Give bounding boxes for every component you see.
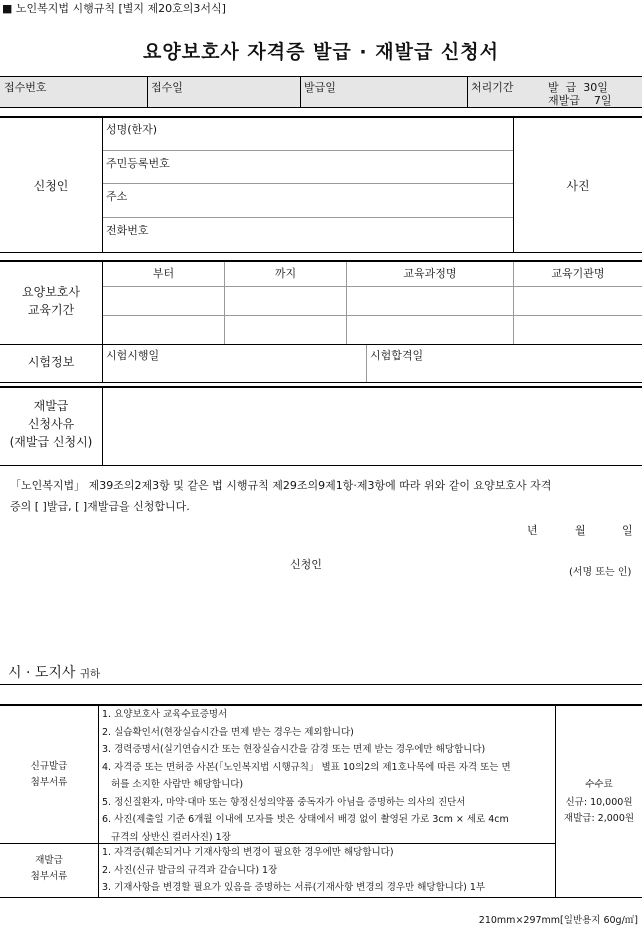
photo-box[interactable]: 사진 [566, 179, 590, 193]
issue-date-label: 발급일 [304, 81, 336, 94]
addressee: 시 · 도지사 귀하 [8, 665, 101, 681]
list-item: 2. 사진(신규 발급의 규격과 같습니다) 1장 [102, 864, 278, 876]
institution-name-header: 교육기관명 [551, 267, 605, 280]
name-field[interactable]: 성명(한자) [106, 123, 158, 136]
new-attachments-label: 신규발급 첨부서류 [30, 761, 68, 788]
date-month-label: 월 [575, 524, 586, 537]
resident-number-field[interactable]: 주민등록번호 [106, 157, 170, 170]
application-statement: 「노인복지법」 제39조의2제3항 및 같은 법 시행규칙 제29조의9제1항·제3항에 따라 위와 같이 요양보호사 자격 증의 [ ]발급, [ ]재발급을 신청합니다. [10, 479, 552, 513]
education-from-header: 부터 [152, 267, 175, 280]
receipt-date-label: 접수일 [151, 81, 183, 94]
list-item: 규격의 상반신 컬러사진) 1장 [102, 831, 231, 843]
reissue-attachments-list [102, 844, 554, 897]
education-to-cell-2[interactable] [225, 316, 346, 344]
course-name-header: 교육과정명 [403, 267, 457, 280]
exam-section-label: 시험정보 [27, 355, 75, 369]
education-from-cell-2[interactable] [103, 316, 224, 344]
reissue-attachments-label: 재발급 첨부서류 [30, 855, 68, 882]
institution-name-cell-2[interactable] [514, 316, 642, 344]
pass-date-field[interactable]: 시험합격일 [370, 349, 424, 362]
list-item: 2. 실습확인서(현장실습시간을 면제 받는 경우는 제외합니다) [102, 726, 354, 738]
phone-field[interactable]: 전화번호 [106, 224, 149, 237]
fee-title: 수수료 [585, 779, 613, 790]
list-item: 5. 정신질환자, 마약·대마 또는 향정신성의약품 중독자가 아님을 증명하는 의사의 진단서 [102, 796, 466, 808]
course-name-cell-1[interactable] [347, 287, 513, 315]
exam-date-field[interactable]: 시험시행일 [106, 349, 160, 362]
new-attachments-list [102, 706, 554, 846]
course-name-cell-2[interactable] [347, 316, 513, 344]
receipt-no-label: 접수번호 [4, 81, 47, 94]
address-field[interactable]: 주소 [106, 190, 128, 203]
date-day-label: 일 [622, 524, 633, 537]
reissue-reason-field[interactable] [103, 388, 642, 465]
date-year-label: 년 [527, 524, 538, 537]
institution-name-cell-1[interactable] [514, 287, 642, 315]
list-item: 3. 기재사항을 변경할 필요가 있음을 증명하는 서류(기재사항 변경의 경우만 해당합니다) 1부 [102, 882, 486, 893]
list-item: 6. 사진(제출일 기준 6개월 이내에 모자를 벗은 상태에서 배경 없이 촬영된 가로 3cm × 세로 4cm [102, 814, 509, 825]
applicant-section-label: 신청인 [33, 179, 69, 193]
list-item: 1. 자격증(훼손되거나 기재사항의 변경이 필요한 경우에만 해당합니다) [102, 847, 394, 858]
reissue-reason-label: 재발급 신청사유 (재발급 신청시) [9, 399, 93, 449]
list-item: 4. 자격증 또는 면허증 사본(「노인복지법 시행규칙」 별표 10의2의 제1호나목에 따른 자격 또는 면 [102, 761, 511, 773]
fee-new: 신규: 10,000원 [565, 797, 633, 808]
list-item: 허를 소지한 사람만 해당합니다) [102, 779, 244, 790]
processing-period-label: 처리기간 [471, 81, 514, 94]
education-to-cell-1[interactable] [225, 287, 346, 315]
fee-reissue: 재발급: 2,000원 [563, 813, 635, 824]
signature-field[interactable]: (서명 또는 인) [569, 567, 632, 578]
fee-box [556, 777, 642, 827]
form-reference: ■ 노인복지법 시행규칙 [별지 제20호의3서식] [2, 2, 226, 15]
page-title: 요양보호사 자격증 발급 · 재발급 신청서 [143, 41, 499, 63]
education-section-label: 요양보호사 교육기간 [22, 285, 80, 317]
applicant-sign-label: 신청인 [290, 558, 322, 571]
list-item: 3. 경력증명서(실기연습시간 또는 현장실습시간을 감경 또는 면제 받는 경우에만 해당합니다) [102, 744, 486, 755]
period-reissue: 재발급 7일 [548, 94, 612, 107]
list-item: 1. 요양보호사 교육수료증명서 [102, 709, 228, 720]
paper-size-note: 210mm×297mm[일반용지 60g/㎡] [478, 915, 638, 926]
period-issue: 발 급 30일 [548, 81, 608, 94]
education-from-cell-1[interactable] [103, 287, 224, 315]
education-to-header: 까지 [274, 267, 297, 280]
